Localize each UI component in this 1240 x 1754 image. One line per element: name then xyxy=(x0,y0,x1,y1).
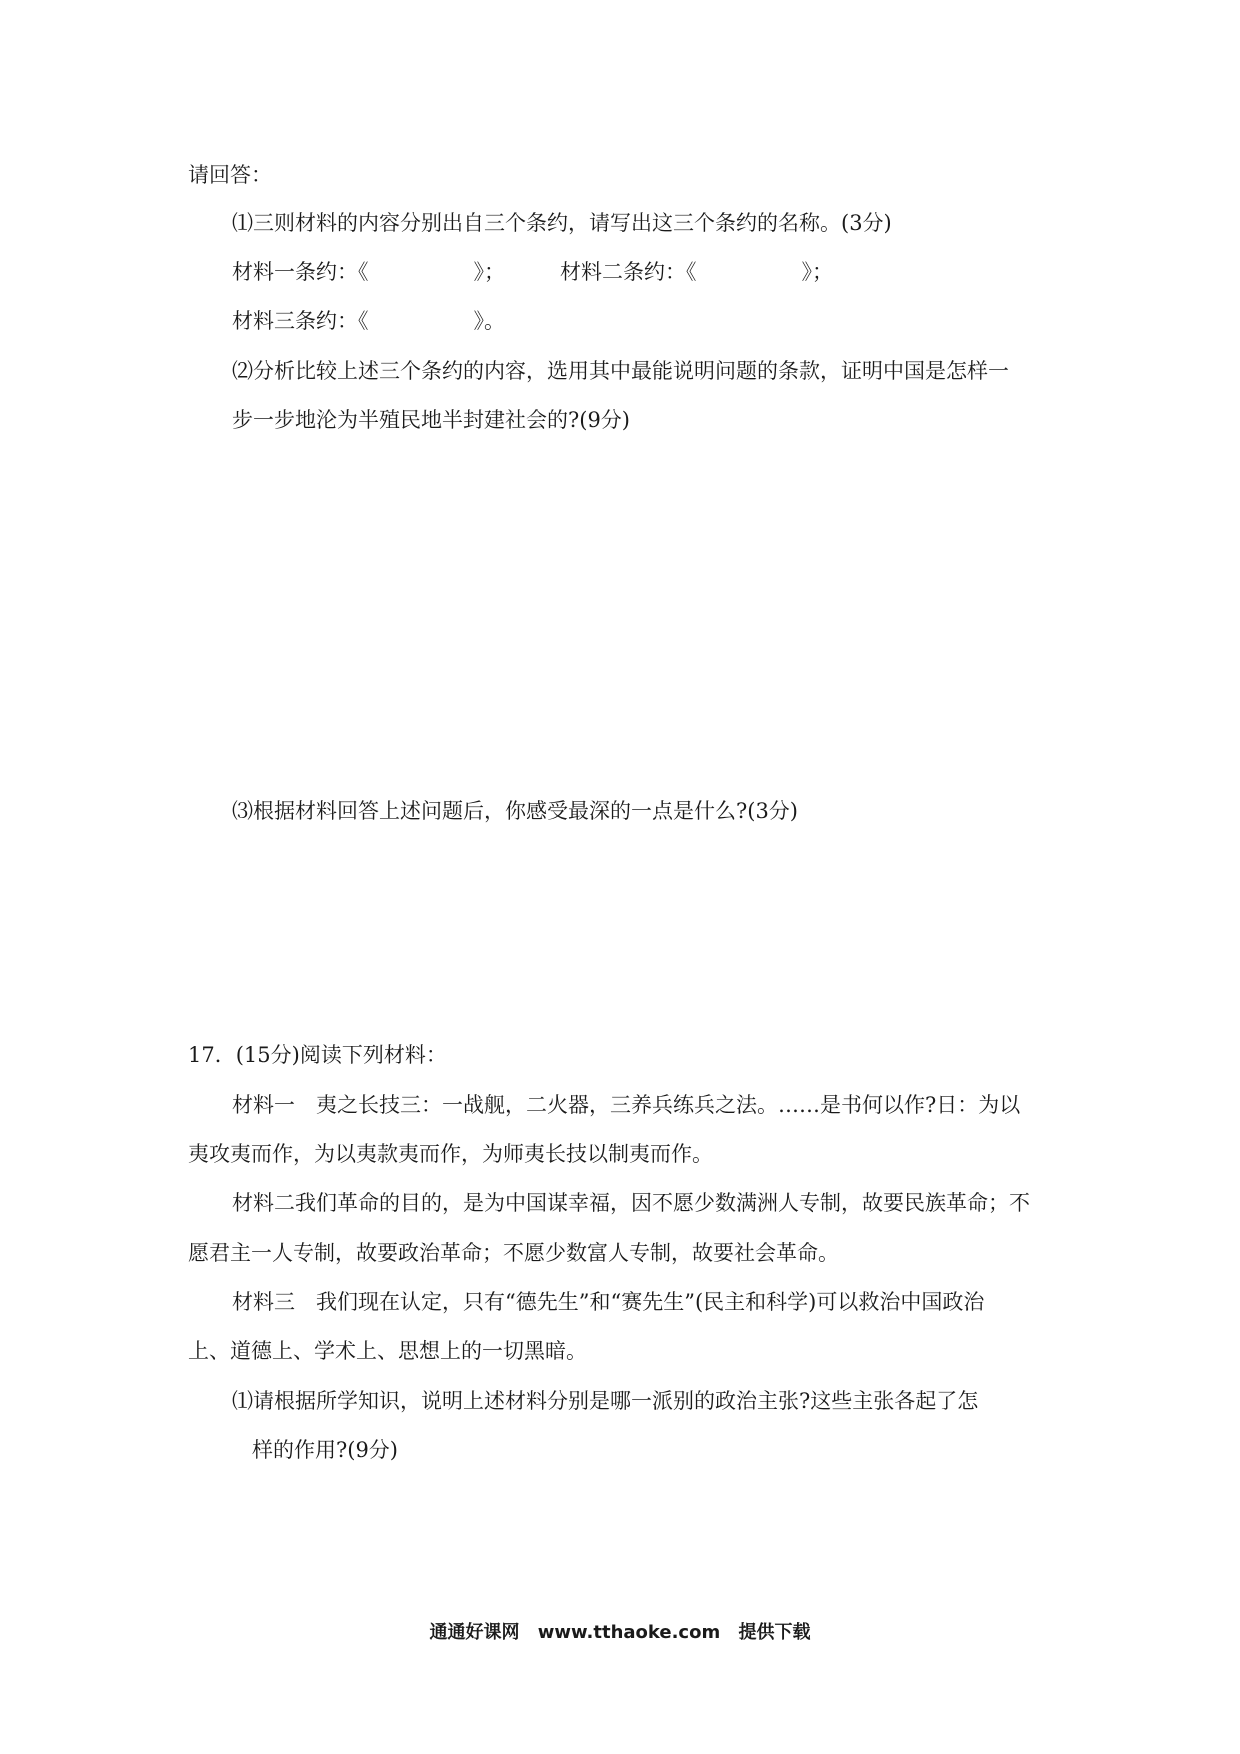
q16-sub2-line2: 步一步地沦为半殖民地半封建社会的?(9分) xyxy=(232,408,631,432)
q17-title: 17．(15分)阅读下列材料： xyxy=(188,1043,447,1067)
page-footer xyxy=(0,1618,1240,1644)
q16-sub2-line1: ⑵分析比较上述三个条约的内容，选用其中最能说明问题的条款，证明中国是怎样一 xyxy=(232,359,1009,383)
q17-material1-line1: 材料一 夷之长技三：一战舰，二火器，三养兵练兵之法。……是书何以作?日：为以 xyxy=(232,1093,1021,1117)
footer-url[interactable]: www.tthaoke.com xyxy=(537,1622,721,1643)
q16-prompt: 请回答： xyxy=(188,163,272,187)
footer-site-name: 通通好课网 xyxy=(429,1622,520,1643)
q16-sub1: ⑴三则材料的内容分别出自三个条约，请写出这三个条约的名称。(3分) xyxy=(232,211,892,235)
q17-material1-line2: 夷攻夷而作，为以夷款夷而作，为师夷长技以制夷而作。 xyxy=(188,1142,713,1166)
q16-blank-3: 材料三条约：《 》。 xyxy=(232,309,505,333)
q17-material3-line1: 材料三 我们现在认定，只有“德先生”和“赛先生”(民主和科学)可以救治中国政治 xyxy=(232,1290,985,1314)
q16-blank-1: 材料一条约：《 》； xyxy=(232,260,505,284)
q16-blank-2: 材料二条约：《 》； xyxy=(560,260,833,284)
q17-material2-line1: 材料二我们革命的目的，是为中国谋幸福，因不愿少数满洲人专制，故要民族革命；不 xyxy=(232,1191,1030,1215)
q17-material3-line2: 上、道德上、学术上、思想上的一切黑暗。 xyxy=(188,1339,587,1363)
footer-suffix: 提供下载 xyxy=(738,1622,811,1643)
q17-sub1-line1: ⑴请根据所学知识，说明上述材料分别是哪一派别的政治主张?这些主张各起了怎 xyxy=(232,1389,979,1413)
q16-sub3: ⑶根据材料回答上述问题后，你感受最深的一点是什么?(3分) xyxy=(232,799,799,823)
q17-material2-line2: 愿君主一人专制，故要政治革命；不愿少数富人专制，故要社会革命。 xyxy=(188,1241,839,1265)
q17-sub1-line2: 样的作用?(9分) xyxy=(252,1438,399,1462)
